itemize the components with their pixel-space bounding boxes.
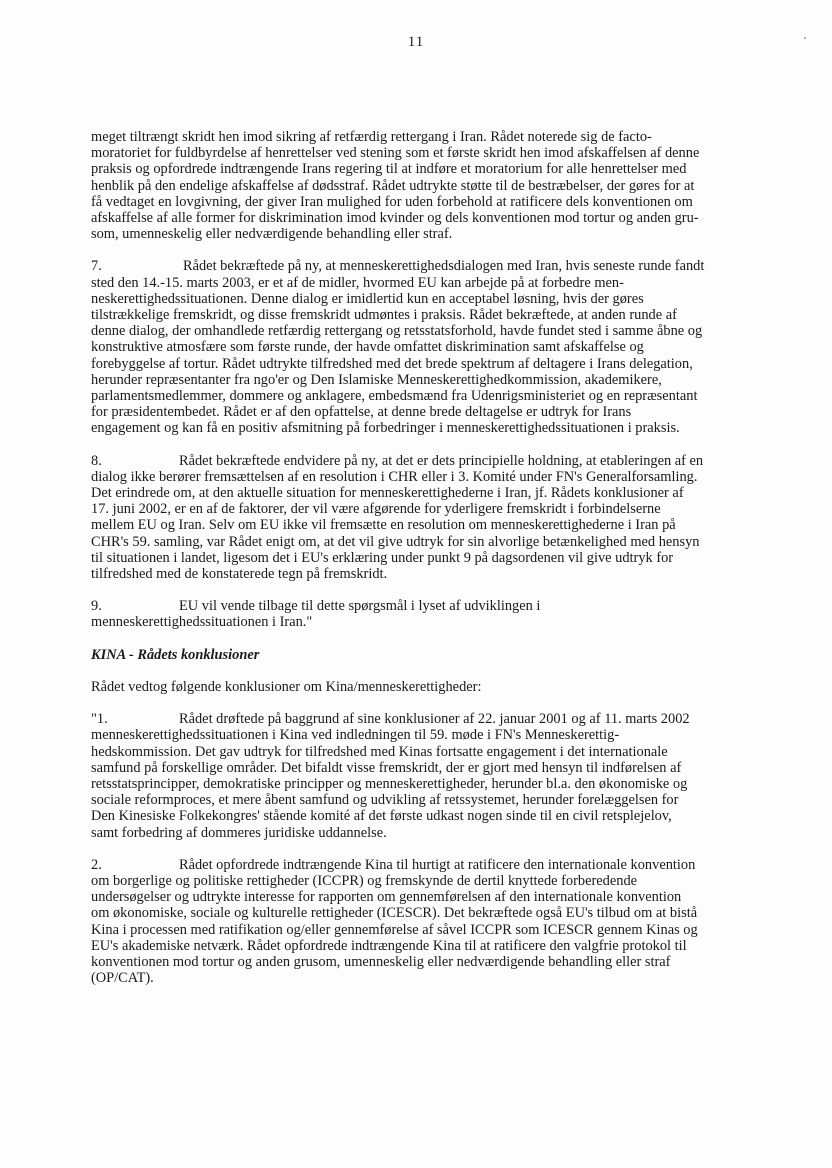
text-line: samfund på forskellige områder. Det bifaldt visse fremskridt, der er gjort med hensyn til indførelsen af bbox=[91, 759, 682, 776]
text-line: sociale reformproces, et mere åbent samfund og udvikling af retssystemet, herunder forelæggelsen for bbox=[91, 792, 679, 809]
lead-sentence: Rådet vedtog følgende konklusioner om Kina/menneskerettigheder: bbox=[91, 678, 482, 695]
document-body bbox=[91, 129, 746, 1002]
text-line: Rådet bekræftede endvidere på ny, at det er dets principielle holdning, at etableringen af en bbox=[179, 452, 704, 469]
paragraph-number: 9. bbox=[91, 598, 102, 615]
text-line: 17. juni 2002, er en af de faktorer, der vil være afgørende for yderligere fremskridt i forbindelserne bbox=[91, 501, 661, 518]
text-line: forebyggelse af tortur. Rådet udtrykte tilfredshed med det brede spektrum af deltagere i Irans delegation, bbox=[91, 355, 693, 372]
text-line: neskerettighedssituationen. Denne dialog er imidlertid kun en acceptabel løsning, hvis der gøres bbox=[91, 290, 644, 307]
text-line: konstruktive atmosfære som første runde, der havde omfattet diskrimination samt afskaffelse og bbox=[91, 339, 644, 356]
kina-paragraph-2 bbox=[91, 857, 746, 987]
text-line: EU's akademiske netværk. Rådet opfordrede indtrængende Kina til at ratificere den valgfrie protokol til bbox=[91, 937, 687, 954]
section-heading-kina: KINA - Rådets konklusioner bbox=[91, 646, 260, 663]
paragraph-number: 8. bbox=[91, 452, 102, 469]
text-line: retsstatsprincipper, demokratiske principper og menneskerettigheder, herunder bl.a. den økonomiske og bbox=[91, 775, 688, 792]
text-line: undersøgelser og udtrykte interesse for rapporten om gennemførelsen af den internationale konvention bbox=[91, 889, 682, 906]
text-line: Den Kinesiske Folkekongres' stående komité af det første udkast nogen sinde til en civil retsplejelov, bbox=[91, 808, 672, 825]
paragraph-intro bbox=[91, 129, 746, 242]
paragraph-number: "1. bbox=[91, 711, 108, 728]
text-line: henblik på den endelige afskaffelse af dødsstraf. Rådet udtrykte støtte til de bestræbelser, der gøres for at bbox=[91, 177, 695, 194]
text-line: parlamentsmedlemmer, dommere og anklagere, embedsmænd fra Udenrigsministeriet og en repræsentant bbox=[91, 388, 698, 405]
text-line: hedskommission. Det gav udtryk for tilfredshed med Kinas fortsatte engagement i det internationale bbox=[91, 743, 668, 760]
kina-paragraph-1 bbox=[91, 711, 746, 841]
text-line: EU vil vende tilbage til dette spørgsmål i lyset af udviklingen i bbox=[179, 598, 541, 615]
text-line: CHR's 59. samling, var Rådet enigt om, at det vil give udtryk for sin alvorlige betænkelighed med hensyn bbox=[91, 533, 700, 550]
text-line: meget tiltrængt skridt hen imod sikring af retfærdig rettergang i Iran. Rådet noterede sig de facto- bbox=[91, 129, 652, 145]
page-number: 11 bbox=[407, 34, 425, 50]
text-line: om borgerlige og politiske rettigheder (ICCPR) og fremskynde de dertil knyttede forberedende bbox=[91, 872, 638, 889]
text-line: Rådet drøftede på baggrund af sine konklusioner af 22. januar 2001 og af 11. marts 2002 bbox=[179, 711, 690, 728]
text-line: for præsidentembedet. Rådet er af den opfattelse, at denne brede deltagelse er udtryk for Irans bbox=[91, 404, 632, 421]
text-line: sted den 14.-15. marts 2003, er et af de midler, hvormed EU kan arbejde på at forbedre men- bbox=[91, 274, 624, 291]
paragraph-7 bbox=[91, 258, 746, 436]
text-line: Kina i processen med ratifikation og/eller gennemførelse af såvel ICCPR som ICESCR gennem Kinas og bbox=[91, 921, 698, 938]
text-line: tilfredshed med de konstaterede tegn på fremskridt. bbox=[91, 566, 388, 583]
text-line: som, umenneskelig eller nedværdigende behandling eller straf. bbox=[91, 226, 453, 243]
paragraph-number: 2. bbox=[91, 856, 102, 873]
text-line: menneskerettighedssituationen i Iran." bbox=[91, 614, 313, 631]
text-line: om økonomiske, sociale og kulturelle rettigheder (ICESCR). Det bekræftede også EU's tilbud om at bistå bbox=[91, 905, 698, 922]
text-line: konventionen mod tortur og anden grusom, umenneskelig eller nedværdigende behandling eller straf bbox=[91, 953, 671, 970]
text-line: til situationen i landet, ligesom det i EU's erklæring under punkt 9 på dagsordenen vil give udtryk for bbox=[91, 549, 674, 566]
text-line: denne dialog, der omhandlede retfærdig rettergang og retsstatsforhold, havde fundet sted i samme åbne og bbox=[91, 323, 703, 340]
text-line: Det erindrede om, at den aktuelle situation for menneskerettighederne i Iran, jf. Rådets konklusioner af bbox=[91, 485, 684, 502]
text-line: få vedtaget en lovgivning, der giver Iran mulighed for uden forbehold at ratificere dels konventionen om bbox=[91, 193, 693, 210]
text-line: engagement og kan få en positiv afsmitning på forbedringer i menneskerettighedssituationen i praksis. bbox=[91, 420, 680, 437]
text-line: (OP/CAT). bbox=[91, 970, 154, 987]
scan-speck bbox=[804, 37, 806, 39]
text-line: menneskerettighedssituationen i Kina ved indledningen til 59. møde i FN's Menneskerettig- bbox=[91, 727, 620, 744]
paragraph-number: 7. bbox=[91, 258, 102, 275]
text-line: herunder repræsentanter fra ngo'er og Den Islamiske Menneskerettighedkommission, akademikere, bbox=[91, 371, 662, 388]
paragraph-8 bbox=[91, 453, 746, 583]
text-line: Rådet bekræftede på ny, at menneskerettighedsdialogen med Iran, hvis seneste runde fandt bbox=[183, 258, 705, 275]
text-line: samt forbedring af dommeres juridiske uddannelse. bbox=[91, 824, 387, 841]
text-line: afskaffelse af alle former for diskrimination imod kvinder og dels konventionen mod tortur og anden gru- bbox=[91, 210, 699, 227]
text-line: Rådet opfordrede indtrængende Kina til hurtigt at ratificere den internationale konvention bbox=[179, 856, 696, 873]
text-line: dialog ikke berører fremsættelsen af en resolution i CHR eller i 3. Komité under FN's Generalforsamling. bbox=[91, 468, 698, 485]
text-line: tilstrækkelige fremskridt, og disse fremskridt udmøntes i praksis. Rådet bekræftede, at anden runde af bbox=[91, 307, 677, 324]
text-line: mellem EU og Iran. Selv om EU ikke vil fremsætte en resolution om menneskerettighederne i Iran på bbox=[91, 517, 676, 534]
text-line: praksis og opfordrede indtrængende Irans regering til at indføre et moratorium for alle henrettelser med bbox=[91, 161, 687, 178]
paragraph-9 bbox=[91, 598, 746, 630]
text-line: moratoriet for fuldbyrdelse af henrettelser ved stening som et første skridt hen imod afskaffelsen af denne bbox=[91, 145, 700, 162]
